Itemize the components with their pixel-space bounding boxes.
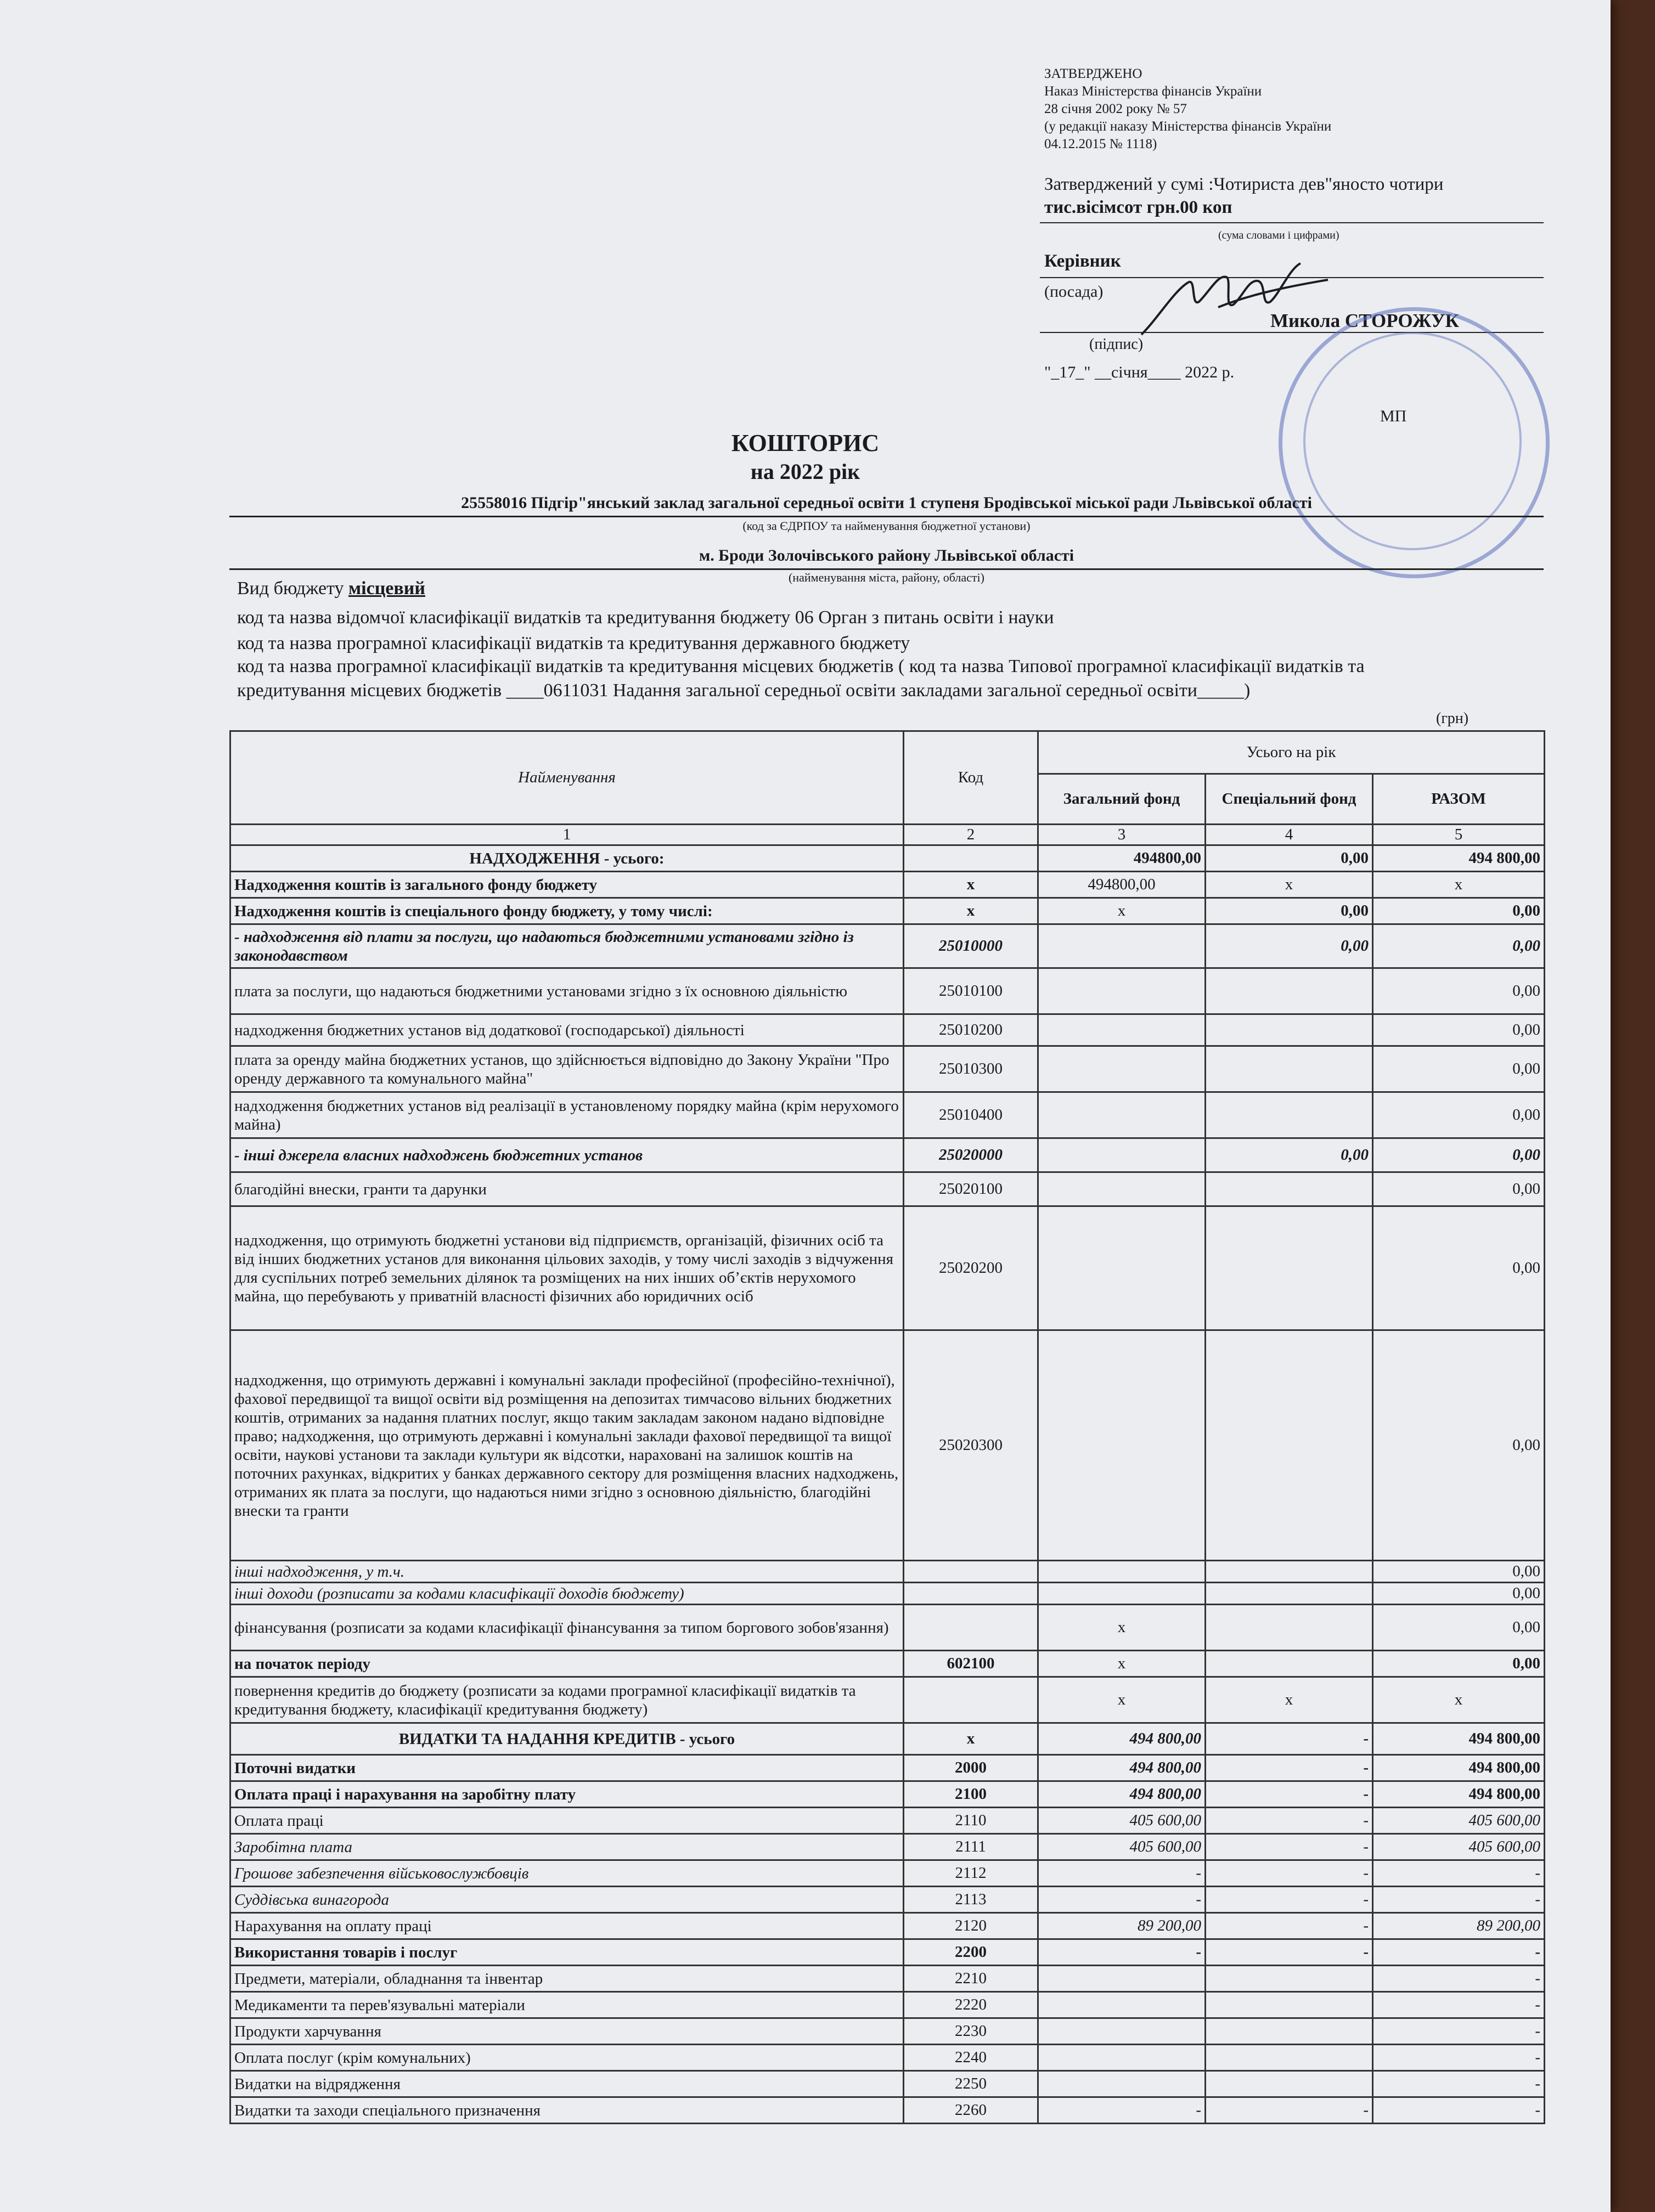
header-code: Код [904,731,1038,825]
row-name: Видатки та заходи спеціального призначення [230,2097,904,2124]
row-name: надходження, що отримують державні і комунальні заклади професійної (професійно-технічної), фахової передвищої та вищої освіти від розміщення на депозитах тимчасово вільних бюджетних коштів, отриманих за надання платних послуг, якщо таким закладам законом надано відповідне право; надходження, що отримують державні і комунальні заклади фахової передвищої та вищої освіти, наукові установи та заклади культури як відсотки, нараховані на залишок коштів на поточних рахунках, відкритих у банках державного сектору для розміщення власних надходжень, отриманих як плата за послуги, що надаються ними згідно з основною діяльністю, благодійні внески та гранти [230,1330,904,1561]
row-general-fund [1038,1092,1206,1138]
table-row [230,1172,1545,1206]
row-total: 0,00 [1373,1206,1545,1330]
header-col-number: 3 [1038,825,1206,845]
row-special-fund: - [1206,2097,1373,2124]
table-row [230,2071,1545,2097]
row-general-fund [1038,2045,1206,2071]
row-general-fund [1038,1138,1206,1172]
row-name: НАДХОДЖЕННЯ - усього: [230,845,904,872]
row-total: 0,00 [1373,1014,1545,1046]
row-special-fund: - [1206,1834,1373,1860]
table-row [230,924,1545,968]
table-row [230,1677,1545,1723]
stamp-place: МП [1380,407,1407,425]
row-total: 494 800,00 [1373,1781,1545,1808]
row-general-fund [1038,1014,1206,1046]
table-row [230,2045,1545,2071]
row-total: - [1373,2018,1545,2045]
row-general-fund: - [1038,1887,1206,1913]
row-code: 25020000 [904,1138,1038,1172]
row-total: 0,00 [1373,924,1545,968]
row-name: Видатки на відрядження [230,2071,904,2097]
row-general-fund: 89 200,00 [1038,1913,1206,1939]
row-code: 2112 [904,1860,1038,1887]
table-row [230,1913,1545,1939]
row-name: Використання товарів і послуг [230,1939,904,1966]
row-general-fund: 405 600,00 [1038,1834,1206,1860]
budget-type: Вид бюджету місцевий [237,578,425,599]
row-general-fund: 494 800,00 [1038,1755,1206,1781]
table-row [230,1966,1545,1992]
table-row [230,1939,1545,1966]
row-total: 0,00 [1373,1172,1545,1206]
row-name: плата за послуги, що надаються бюджетними установами згідно з їх основною діяльністю [230,968,904,1014]
row-general-fund: x [1038,1677,1206,1723]
row-special-fund: 0,00 [1206,898,1373,924]
approved-sum-line2: тис.вісімсот грн.00 коп [1044,198,1232,217]
sum-underline [1040,222,1544,223]
currency-unit: (грн) [1436,710,1469,727]
row-code: 2260 [904,2097,1038,2124]
row-total: 405 600,00 [1373,1834,1545,1860]
row-name: на початок періоду [230,1651,904,1677]
row-code: 2110 [904,1808,1038,1834]
approved-label: ЗАТВЕРДЖЕНО [1044,66,1142,81]
header-col-number: 1 [230,825,904,845]
row-general-fund: x [1038,898,1206,924]
city-name: м. Броди Золочівського району Львівської області [699,546,1074,565]
row-special-fund: - [1206,1808,1373,1834]
row-general-fund: 494 800,00 [1038,1781,1206,1808]
row-general-fund: 494 800,00 [1038,1723,1206,1755]
row-total: - [1373,2071,1545,2097]
row-code: 602100 [904,1651,1038,1677]
row-code: 25010300 [904,1046,1038,1092]
table-row [230,1860,1545,1887]
row-code [904,1605,1038,1651]
row-total: 0,00 [1373,1330,1545,1561]
approved-sum-line1: Затверджений у сумі :Чотириста дев"яносто чотири [1044,174,1444,194]
row-general-fund [1038,1046,1206,1092]
row-special-fund: - [1206,1887,1373,1913]
row-special-fund: - [1206,1723,1373,1755]
table-row [230,1138,1545,1172]
row-code: 2250 [904,2071,1038,2097]
row-total: - [1373,1966,1545,1992]
header-name: Найменування [230,731,904,825]
row-name: Оплата послуг (крім комунальних) [230,2045,904,2071]
header-total-year: Усього на рік [1038,731,1545,774]
row-total: 405 600,00 [1373,1808,1545,1834]
row-code [904,1583,1038,1605]
row-total: 0,00 [1373,898,1545,924]
row-total: - [1373,1860,1545,1887]
row-special-fund: - [1206,1781,1373,1808]
row-code [904,1677,1038,1723]
institution-underline [229,516,1544,517]
row-general-fund: 405 600,00 [1038,1808,1206,1834]
local-program-classification-2: кредитування місцевих бюджетів ____0611031 Надання загальної середньої освіти закладами загальної середньої освіти_____) [237,680,1251,701]
row-code: 2111 [904,1834,1038,1860]
order-edition-line: (у редакції наказу Міністерства фінансів України [1044,119,1332,134]
header-col-number: 5 [1373,825,1545,845]
row-special-fund [1206,1172,1373,1206]
row-general-fund [1038,1583,1206,1605]
row-name: інші надходження, у т.ч. [230,1561,904,1583]
head-label: Керівник [1044,251,1121,271]
city-note: (найменування міста, району, області) [789,571,984,584]
row-general-fund: 494800,00 [1038,872,1206,898]
city-underline [229,568,1544,570]
row-special-fund: x [1206,872,1373,898]
row-code: 2200 [904,1939,1038,1966]
row-code: 25010100 [904,968,1038,1014]
row-general-fund: - [1038,2097,1206,2124]
row-name: інші доходи (розписати за кодами класифікації доходів бюджету) [230,1583,904,1605]
row-name: благодійні внески, гранти та дарунки [230,1172,904,1206]
row-name: Надходження коштів із спеціального фонду бюджету, у тому числі: [230,898,904,924]
table-row [230,1834,1545,1860]
table-row [230,1992,1545,2018]
row-total: 494 800,00 [1373,1755,1545,1781]
row-code: 2230 [904,2018,1038,2045]
row-name: повернення кредитів до бюджету (розписати за кодами програмної класифікації видатків та кредитування бюджету, класифікації кредитування бюджету) [230,1677,904,1723]
row-general-fund [1038,1966,1206,1992]
table-row [230,1605,1545,1651]
row-special-fund [1206,1992,1373,2018]
row-name: Медикаменти та перев'язувальні матеріали [230,1992,904,2018]
dept-classification: код та назва відомчої класифікації видатків та кредитування бюджету 06 Орган з питань освіти і науки [237,607,1054,628]
row-name: надходження, що отримують бюджетні установи від підприємств, організацій, фізичних осіб та від інших бюджетних установ для виконання цільових заходів, у тому числі заходів з відчуження для суспільних потреб земельних ділянок та розміщених на них інших об’єктів нерухомого майна, що перебувають у приватній власності фізичних або юридичних осіб [230,1206,904,1330]
row-special-fund [1206,1092,1373,1138]
row-code: 25020200 [904,1206,1038,1330]
row-name: Оплата праці і нарахування на заробітну плату [230,1781,904,1808]
document-year: на 2022 рік [750,459,860,484]
order-line: Наказ Міністерства фінансів України [1044,84,1262,99]
table-row [230,1887,1545,1913]
estimate-table [229,730,1545,2124]
row-general-fund: - [1038,1939,1206,1966]
table-row [230,1206,1545,1330]
row-special-fund [1206,2071,1373,2097]
table-row [230,1092,1545,1138]
state-program-classification: код та назва програмної класифікації видатків та кредитування державного бюджету [237,633,910,653]
row-special-fund [1206,1206,1373,1330]
row-special-fund: 0,00 [1206,924,1373,968]
row-special-fund [1206,1583,1373,1605]
row-total: 0,00 [1373,1046,1545,1092]
row-general-fund [1038,1172,1206,1206]
table-row [230,2097,1545,2124]
row-total: - [1373,1887,1545,1913]
row-general-fund [1038,924,1206,968]
row-general-fund [1038,1561,1206,1583]
row-code: 25010200 [904,1014,1038,1046]
row-code: 2120 [904,1913,1038,1939]
row-special-fund: - [1206,1939,1373,1966]
row-code: 2220 [904,1992,1038,2018]
row-general-fund [1038,1330,1206,1561]
row-code: 25010000 [904,924,1038,968]
header-total: РАЗОМ [1373,774,1545,825]
row-name: Заробітна плата [230,1834,904,1860]
row-code: 2113 [904,1887,1038,1913]
row-code: 2240 [904,2045,1038,2071]
row-name: - інші джерела власних надходжень бюджетних установ [230,1138,904,1172]
row-code [904,845,1038,872]
row-total: 494 800,00 [1373,1723,1545,1755]
row-special-fund [1206,1014,1373,1046]
row-general-fund: - [1038,1860,1206,1887]
table-row [230,872,1545,898]
row-total: x [1373,1677,1545,1723]
table-row [230,1330,1545,1561]
row-total: - [1373,1939,1545,1966]
row-name: Грошове забезпечення військовослужбовців [230,1860,904,1887]
table-row [230,1014,1545,1046]
row-code: x [904,872,1038,898]
row-special-fund: x [1206,1677,1373,1723]
row-total: - [1373,2097,1545,2124]
table-row [230,1781,1545,1808]
table-row [230,1046,1545,1092]
approval-date: "_17_" __січня____ 2022 р. [1044,363,1235,381]
row-name: Надходження коштів із загального фонду бюджету [230,872,904,898]
row-total: 494 800,00 [1373,845,1545,872]
row-special-fund [1206,1651,1373,1677]
row-total: - [1373,2045,1545,2071]
header-special-fund: Спеціальний фонд [1206,774,1373,825]
row-name: надходження бюджетних установ від реалізації в установленому порядку майна (крім нерухомого майна) [230,1092,904,1138]
table-row [230,1651,1545,1677]
row-code: 25010400 [904,1092,1038,1138]
row-general-fund: x [1038,1605,1206,1651]
row-special-fund: - [1206,1755,1373,1781]
row-name: Предмети, матеріали, обладнання та інвентар [230,1966,904,1992]
row-name: Оплата праці [230,1808,904,1834]
row-general-fund: 494800,00 [1038,845,1206,872]
table-row [230,968,1545,1014]
row-name: фінансування (розписати за кодами класифікації фінансування за типом боргового зобов'язання) [230,1605,904,1651]
local-program-classification-1: код та назва програмної класифікації видатків та кредитування місцевих бюджетів ( код та назва Типової програмної класифікації видатків та [237,656,1365,676]
row-code [904,1561,1038,1583]
document-title: КОШТОРИС [731,430,880,456]
row-name: Нарахування на оплату праці [230,1913,904,1939]
row-special-fund: - [1206,1860,1373,1887]
row-code: x [904,898,1038,924]
institution-note: (код за ЄДРПОУ та найменування бюджетної установи) [742,519,1031,533]
header-col-number: 2 [904,825,1038,845]
row-total: - [1373,1992,1545,2018]
table-row [230,845,1545,872]
table-row [230,1808,1545,1834]
row-total: 0,00 [1373,1651,1545,1677]
row-total: 0,00 [1373,1138,1545,1172]
row-general-fund [1038,1206,1206,1330]
row-total: 0,00 [1373,1583,1545,1605]
table-row [230,1723,1545,1755]
row-code: 25020300 [904,1330,1038,1561]
order-edition-date: 04.12.2015 № 1118) [1044,137,1157,151]
row-name: Суддівська винагорода [230,1887,904,1913]
row-special-fund: - [1206,1913,1373,1939]
row-special-fund [1206,968,1373,1014]
row-special-fund [1206,1605,1373,1651]
row-total: 0,00 [1373,1605,1545,1651]
table-row [230,1583,1545,1605]
row-special-fund [1206,1046,1373,1092]
row-special-fund [1206,1561,1373,1583]
row-general-fund: x [1038,1651,1206,1677]
row-general-fund [1038,1992,1206,2018]
row-total: 0,00 [1373,968,1545,1014]
director-name: Микола СТОРОЖУК [1270,310,1459,331]
row-name: плата за оренду майна бюджетних установ, що здійснюється відповідно до Закону України "Про оренду державного та комунального майна" [230,1046,904,1092]
table-row [230,1755,1545,1781]
row-special-fund: 0,00 [1206,845,1373,872]
row-general-fund [1038,2018,1206,2045]
row-total: x [1373,872,1545,898]
row-code: 25020100 [904,1172,1038,1206]
row-name: надходження бюджетних установ від додаткової (господарської) діяльності [230,1014,904,1046]
position-label: (посада) [1044,283,1104,301]
row-special-fund [1206,1330,1373,1561]
header-col-number: 4 [1206,825,1373,845]
estimate-table-body [230,845,1545,2124]
header-general-fund: Загальний фонд [1038,774,1206,825]
signature-note: (підпис) [1089,336,1144,353]
row-special-fund [1206,2045,1373,2071]
table-row [230,2018,1545,2045]
row-special-fund [1206,1966,1373,1992]
row-code: x [904,1723,1038,1755]
row-code: 2000 [904,1755,1038,1781]
sum-note: (сума словами і цифрами) [1218,229,1339,241]
order-date-line: 28 січня 2002 року № 57 [1044,101,1187,116]
row-code: 2210 [904,1966,1038,1992]
row-name: Продукти харчування [230,2018,904,2045]
row-name: - надходження від плати за послуги, що надаються бюджетними установами згідно із законодавством [230,924,904,968]
row-general-fund [1038,968,1206,1014]
table-row [230,898,1545,924]
institution-name: 25558016 Підгір"янський заклад загальної середньої освіти 1 ступеня Бродівської міської ради Львівської області [461,494,1312,512]
row-special-fund [1206,2018,1373,2045]
row-name: Поточні видатки [230,1755,904,1781]
row-name: ВИДАТКИ ТА НАДАННЯ КРЕДИТІВ - усього [230,1723,904,1755]
row-general-fund [1038,2071,1206,2097]
table-row [230,1561,1545,1583]
row-total: 89 200,00 [1373,1913,1545,1939]
row-special-fund: 0,00 [1206,1138,1373,1172]
row-total: 0,00 [1373,1092,1545,1138]
row-code: 2100 [904,1781,1038,1808]
row-total: 0,00 [1373,1561,1545,1583]
